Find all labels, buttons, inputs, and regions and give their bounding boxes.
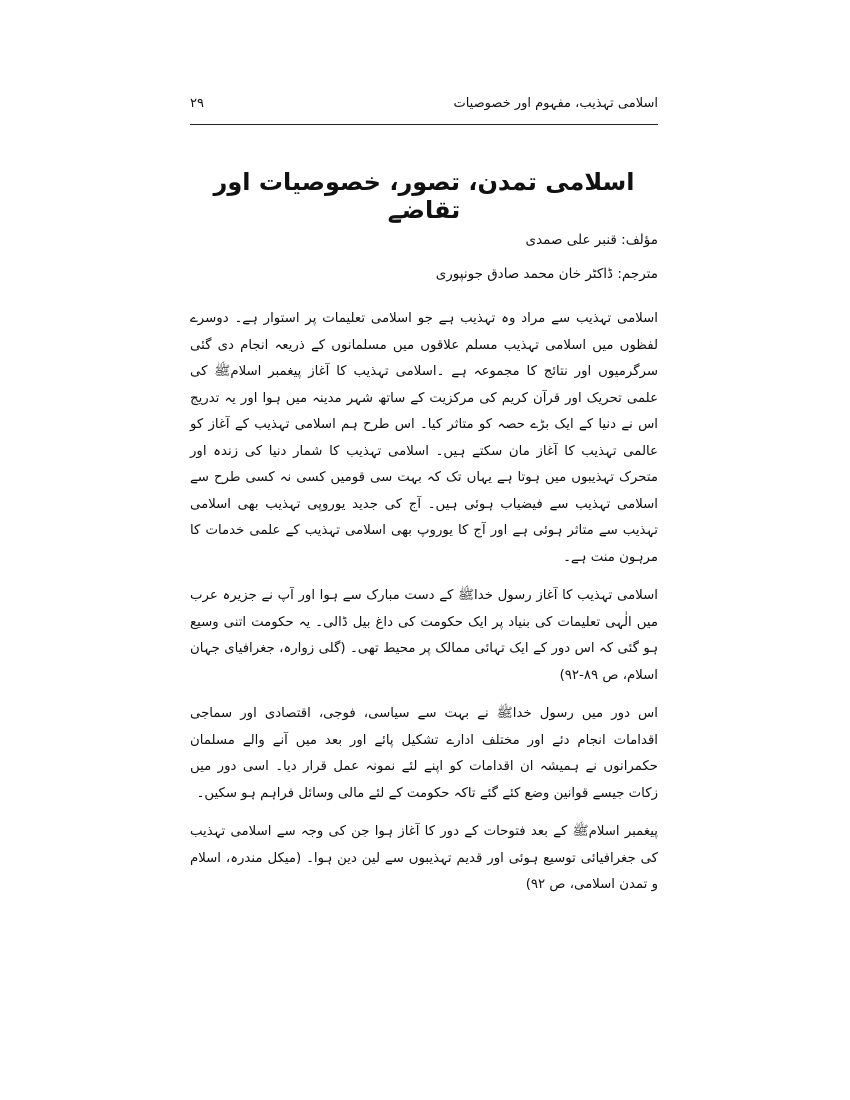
- article-title: اسلامی تمدن، تصور، خصوصیات اور تقاضے: [213, 168, 635, 224]
- author-line: مؤلف: قنبر علی صمدی: [525, 232, 658, 248]
- paragraph-3: اس دور میں رسول خداﷺ نے بہت سے سیاسی، فوجی، اقتصادی اور سماجی اقدامات انجام دئے اور مختلف ادارے تشکیل پائے اور بعد میں آنے والے مسلمان حکمرانوں نے ہمیشہ ان اقدامات کو اپنے لئے نمونہ عمل قرار دیا۔ اسی دور میں زکات جیسے قوانین وضع کئے گئے تاکہ حکومت کے لئے مالی وسائل فراہم ہو سکیں۔: [190, 706, 658, 801]
- paragraph-4: پیغمبر اسلامﷺ کے بعد فتوحات کے دور کا آغاز ہوا جن کی وجہ سے اسلامی تہذیب کی جغرافیائی توسیع ہوئی اور قدیم تہذیبوں سے لین دین ہوا۔ (میکل مندرہ، اسلام و تمدن اسلامی، ص ۹۲): [190, 824, 658, 892]
- translator-line: مترجم: ڈاکٹر خان محمد صادق جونپوری: [435, 266, 658, 282]
- running-header: [190, 94, 658, 118]
- header-rule: [190, 124, 658, 125]
- paragraph-1: اسلامی تہذیب سے مراد وہ تہذیب ہے جو اسلامی تعلیمات پر استوار ہے۔ دوسرے لفظوں میں اسلامی تہذیب مسلم علاقوں میں مسلمانوں کے ذریعہ انجام دی گئی سرگرمیوں اور نتائج کا مجموعہ ہے ۔اسلامی تہذیب کا آغاز پیغمبر اسلامﷺ کی علمی تحریک اور قرآن کریم کی مرکزیت کے ساتھ شہر مدینہ میں ہوا اور یہ تدریج اس نے دنیا کے ایک بڑے حصہ کو متاثر کیا۔ اس طرح ہم اسلامی تہذیب کے آغاز کو عالمی تہذیب کا آغاز مان سکتے ہیں۔ اسلامی تہذیب کا شمار دنیا کی زندہ اور متحرک تہذیبوں میں ہوتا ہے یہاں تک کہ بہت سی قومیں کسی نہ کسی طرح سے اسلامی تہذیب سے فیضیاب ہوئی ہیں۔ آج کی جدید یوروپی تہذیب بھی اسلامی تہذیب سے متاثر ہوئی ہے اور آج کا یوروپ بھی اسلامی تہذیب کے علمی خدمات کا مرہون منت ہے۔: [190, 311, 658, 565]
- article-body: [190, 306, 658, 911]
- paragraph-2: اسلامی تہذیب کا آغاز رسول خداﷺ کے دست مبارک سے ہوا اور آپ نے جزیرہ عرب میں الٰہی تعلیمات کی بنیاد پر ایک حکومت کی داغ بیل ڈالی۔ یہ حکومت اتنی وسیع ہو گئی کہ اس دور کے ایک تہائی ممالک پر محیط تھی۔ (گلی زوارہ، جغرافیای جہان اسلام، ص ۸۹-۹۲): [190, 588, 658, 683]
- page-number: ۲۹: [190, 96, 204, 111]
- running-title: اسلامی تہذیب، مفہوم اور خصوصیات: [453, 96, 658, 111]
